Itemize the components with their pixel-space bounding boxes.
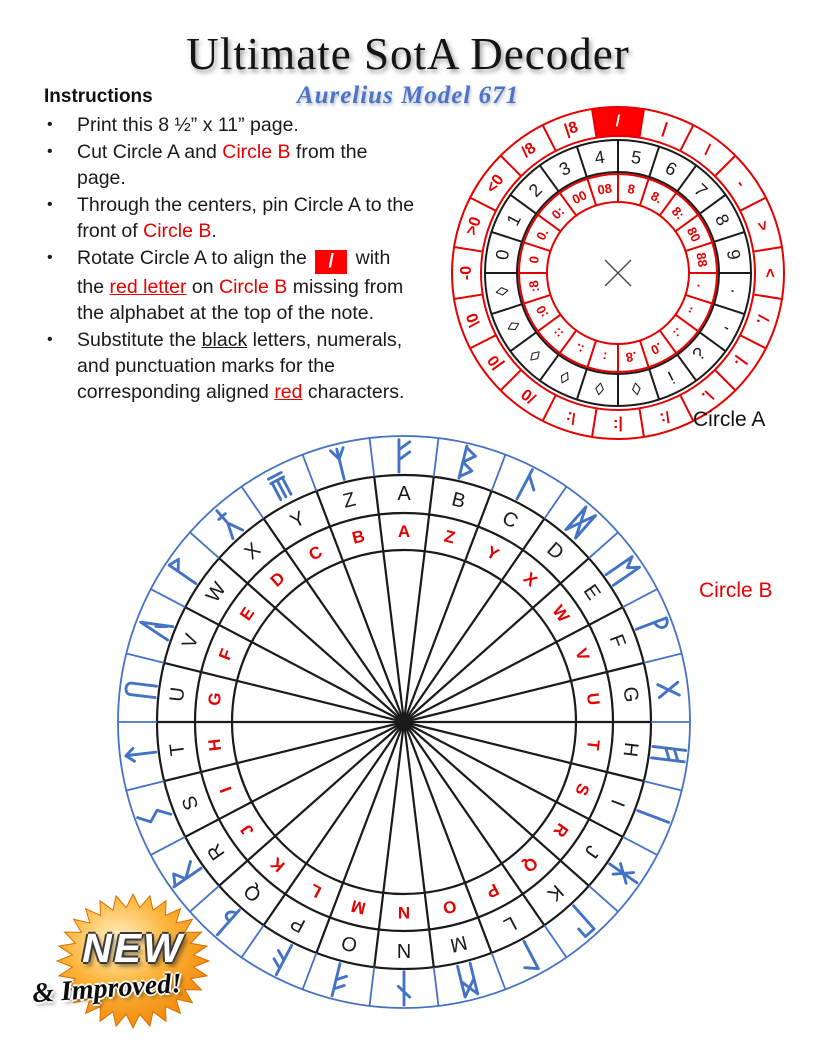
ring-character: ◊: [491, 285, 514, 298]
segment-divider: [715, 156, 736, 177]
ring-character: R: [549, 819, 573, 841]
rune-x-icon: [212, 506, 243, 538]
ring-character: T: [583, 738, 604, 752]
ring-character: E: [236, 603, 259, 624]
ring-character: I: [216, 783, 236, 796]
segment-divider: [592, 408, 597, 437]
ring-character: 88: [693, 251, 711, 269]
ring-character: 0: [491, 248, 514, 262]
segment-divider: [640, 179, 649, 206]
ring-character: |0: [484, 351, 507, 373]
ring-character: :: [601, 349, 609, 365]
text-segment: Print this 8 ½” x 11” page.: [77, 114, 299, 136]
ring-character: T: [166, 742, 190, 757]
rune-p-icon: [268, 941, 292, 975]
segment-divider: [501, 370, 522, 391]
ring-character: >: [752, 219, 772, 234]
ring-character: /:: [657, 407, 673, 427]
ring-character: F: [604, 631, 630, 651]
text-segment: Substitute the: [77, 329, 202, 351]
ring-character: X: [519, 568, 541, 591]
segment-divider: [644, 781, 682, 790]
ring-character: Y: [483, 542, 502, 565]
ring-character: 8:: [668, 203, 688, 223]
text-segment: black: [201, 329, 248, 351]
text-segment: Circle B: [219, 276, 288, 298]
ring-character: |:: [613, 416, 623, 433]
starburst-center: [396, 714, 412, 730]
ring-character: D: [542, 538, 568, 565]
ring-character: ¿: [689, 344, 712, 367]
segment-divider: [454, 294, 483, 299]
text-segment: Through the centers, pin Circle A to the front of: [77, 194, 415, 242]
circle-a-svg: [449, 104, 787, 442]
ring-character: .:: [669, 324, 687, 342]
ring-character: P: [483, 879, 502, 902]
ring-character: i: [664, 367, 678, 388]
segment-divider: [623, 589, 658, 607]
segment-divider: [577, 147, 587, 177]
ring-character: 6: [662, 157, 681, 180]
circle-a-label: Circle A: [693, 408, 766, 431]
segment-divider: [540, 355, 559, 381]
ring-character: /.: [752, 312, 772, 327]
instruction-bullet: [44, 327, 416, 405]
ring-character: 1: [502, 210, 525, 229]
rune-j-icon: [606, 859, 641, 888]
ring-character: O: [440, 896, 459, 918]
bullet-marker: •: [47, 196, 53, 213]
segment-divider: [740, 198, 766, 211]
bullet-marker: •: [47, 331, 53, 348]
ring-character: L: [499, 911, 520, 937]
segment-divider: [492, 232, 522, 242]
segment-divider: [510, 195, 536, 214]
segment-divider: [649, 147, 659, 177]
segment-divider: [303, 455, 317, 491]
instructions-heading: Instructions: [44, 86, 153, 107]
segment-divider: [501, 156, 522, 177]
segment-divider: [303, 953, 317, 989]
ring-character: S: [178, 792, 204, 813]
rune-d-icon: [566, 507, 596, 538]
segment-divider: [740, 335, 766, 348]
ring-character: <: [761, 268, 778, 278]
ring-character: A: [397, 483, 411, 505]
segment-divider: [370, 967, 375, 1006]
ring-character: A: [397, 522, 411, 541]
ring-character: 5: [629, 146, 643, 169]
ring-character: 4: [593, 146, 607, 169]
ring-character: E: [578, 580, 605, 605]
ring-character: ◊: [593, 377, 606, 400]
ring-character: U: [165, 686, 190, 704]
text-segment: with the: [77, 247, 391, 298]
bullet-marker: •: [47, 249, 53, 266]
bullet-text: [77, 245, 416, 326]
segment-divider: [126, 781, 164, 790]
ring-character: /0: [518, 384, 540, 407]
ring-character: ': [712, 320, 732, 333]
badge-new-text: NEW: [82, 925, 184, 971]
ring-character: B: [449, 488, 468, 513]
bullet-marker: •: [47, 116, 53, 133]
rune-w-icon: [169, 557, 201, 584]
ring-character: ·: [723, 286, 744, 296]
ring-character: K: [266, 853, 289, 876]
segment-divider: [587, 179, 596, 206]
ring-character: |.: [731, 353, 751, 371]
ring-character: 08: [596, 180, 614, 198]
ring-character: Z: [340, 488, 359, 513]
rune-r-icon: [167, 859, 201, 887]
rune-e-icon: [606, 557, 639, 586]
segment-divider: [126, 654, 164, 663]
segment-divider: [680, 395, 693, 421]
segment-divider: [151, 837, 186, 855]
segment-divider: [492, 304, 522, 314]
ring-character: P: [287, 911, 310, 937]
segment-divider: [544, 925, 566, 957]
segment-divider: [623, 837, 658, 855]
page-subtitle: Aurelius Model 671: [296, 82, 520, 109]
red-slash-chip: /: [315, 250, 347, 274]
ring-character: M: [349, 896, 368, 918]
text-segment: Rotate Circle A to align the: [77, 247, 313, 269]
ring-character: Y: [287, 507, 310, 533]
badge-improved-text: & Improved!: [31, 967, 184, 1010]
ring-character: ..: [685, 304, 703, 319]
segment-divider: [510, 332, 536, 351]
segment-divider: [753, 247, 782, 252]
ring-character: |8: [562, 118, 581, 140]
ring-character: .0: [648, 339, 665, 358]
ring-character: ◊: [525, 345, 546, 366]
text-segment: Circle B: [143, 220, 212, 242]
ring-character: 8: [626, 181, 637, 198]
ring-character: :.: [572, 340, 587, 358]
ring-character: L: [306, 879, 325, 902]
segment-divider: [700, 332, 726, 351]
segment-divider: [370, 438, 375, 477]
ring-character: ◊: [502, 317, 525, 335]
segment-divider: [434, 438, 439, 477]
ring-character: U: [582, 691, 604, 707]
segment-divider: [470, 198, 496, 211]
rune-c-icon: [517, 470, 542, 504]
ring-character: C: [498, 507, 522, 534]
ring-character: -0: [458, 265, 475, 281]
ring-character: Q: [519, 853, 542, 877]
rune-m-icon: [458, 963, 478, 997]
ring-character: V: [571, 645, 594, 664]
rune-h-icon: [651, 746, 685, 761]
ring-character: 7: [690, 179, 712, 201]
segment-divider: [700, 195, 726, 214]
ring-character: 8: [711, 210, 734, 229]
segment-divider: [540, 165, 559, 191]
segment-divider: [242, 487, 264, 519]
segment-divider: [753, 294, 782, 299]
rune-b-icon: [459, 446, 477, 481]
ring-character: :8: [525, 279, 543, 294]
ring-character: ::: [549, 324, 567, 342]
ring-character: S: [571, 780, 594, 799]
ring-character: |: [660, 120, 670, 138]
rune-l-icon: [514, 941, 539, 974]
rune-n-icon: [398, 972, 410, 1005]
ring-character: Q: [239, 879, 266, 907]
ring-character: \0: [463, 310, 485, 329]
segment-divider: [639, 408, 644, 437]
ring-character: 0:: [548, 203, 568, 223]
ring-character: 80: [683, 224, 704, 245]
ring-character: O: [339, 930, 360, 956]
segment-divider: [454, 247, 483, 252]
segment-divider: [649, 369, 659, 399]
ring-character: C: [305, 542, 326, 565]
rune-u-icon: [125, 683, 156, 698]
text-segment: characters.: [302, 381, 405, 403]
ring-character: W: [548, 601, 574, 626]
rune-t-icon: [125, 746, 157, 763]
segment-divider: [644, 654, 682, 663]
center-pin-icon: [605, 260, 631, 286]
bullet-text: [77, 327, 416, 405]
ring-character: 8.: [648, 188, 665, 207]
ring-character: <0: [483, 171, 508, 197]
segment-divider: [640, 341, 649, 368]
segment-divider: [190, 532, 219, 558]
segment-divider: [470, 335, 496, 348]
segment-divider: [434, 967, 439, 1006]
rune-v-icon: [138, 615, 173, 640]
ring-character: H: [618, 740, 643, 758]
bullet-marker: •: [47, 143, 53, 160]
text-segment: Cut Circle A and: [77, 141, 223, 163]
ring-character: 00: [569, 187, 590, 208]
ring-character: :0: [532, 303, 552, 321]
ring-character: ◊: [630, 377, 643, 400]
ring-character: N: [397, 903, 411, 922]
segment-divider: [242, 925, 264, 957]
ring-character: .: [694, 283, 710, 290]
ring-character: B: [350, 526, 367, 548]
ring-character: R: [203, 839, 230, 864]
ring-character: \:: [563, 407, 579, 427]
text-segment: on: [186, 276, 220, 298]
rune-a-icon: [399, 440, 410, 472]
segment-divider: [492, 455, 506, 491]
text-segment: red: [274, 381, 303, 403]
rune-s-icon: [138, 806, 171, 826]
instructions-list: [44, 112, 416, 405]
instruction-bullet: [44, 112, 416, 138]
segment-divider: [686, 242, 713, 251]
new-improved-badge: [30, 893, 240, 1043]
rune-o-icon: [332, 964, 349, 998]
ring-character: ◊: [556, 366, 574, 389]
segment-divider: [543, 395, 556, 421]
ring-character: \: [700, 142, 714, 159]
ring-character: \.: [698, 386, 716, 406]
ring-character: /: [615, 113, 621, 130]
text-segment: .: [211, 220, 217, 242]
segment-divider: [714, 232, 744, 242]
ring-character: 9: [722, 248, 745, 262]
instruction-bullet: [44, 139, 416, 191]
segment-divider: [589, 532, 618, 558]
text-segment: Circle B: [222, 141, 291, 163]
segment-divider: [714, 304, 744, 314]
ring-character: G: [204, 691, 226, 707]
ring-character: I: [605, 796, 629, 810]
bullet-text: [77, 192, 416, 244]
segment-divider: [715, 370, 736, 391]
segment-divider: [677, 355, 696, 381]
bullet-text: [77, 139, 416, 191]
segment-divider: [151, 589, 186, 607]
ring-character: N: [396, 939, 412, 961]
ring-character: /8: [518, 139, 540, 162]
instructions-section: [44, 86, 416, 406]
rune-g-icon: [658, 682, 680, 697]
ring-character: H: [204, 737, 226, 753]
rune-y-icon: [268, 472, 292, 500]
ring-character: F: [215, 646, 237, 663]
ring-character: 3: [555, 157, 574, 180]
ring-character: J: [236, 820, 258, 840]
ring-character: M: [447, 930, 470, 957]
circle-a-wheel: [449, 104, 787, 442]
segment-divider: [544, 487, 566, 519]
segment-divider: [524, 242, 551, 251]
rune-z-icon: [330, 448, 350, 481]
segment-divider: [686, 295, 713, 304]
ring-character: J: [579, 841, 604, 862]
ring-character: 2: [524, 179, 546, 201]
segment-divider: [589, 886, 618, 912]
segment-divider: [524, 295, 551, 304]
segment-divider: [587, 341, 596, 368]
bullet-text: [77, 112, 416, 138]
ring-character: 0.: [533, 226, 552, 243]
segment-divider: [492, 953, 506, 989]
ring-character: .8: [624, 348, 638, 366]
segment-divider: [677, 165, 696, 191]
page-title: Ultimate SotA Decoder: [186, 29, 630, 79]
rune-i-icon: [638, 811, 669, 823]
instruction-bullet: [44, 245, 416, 326]
segment-divider: [577, 369, 587, 399]
rune-k-icon: [565, 906, 594, 937]
text-segment: from the page.: [77, 141, 368, 189]
ring-character: G: [618, 685, 643, 704]
ring-character: K: [542, 880, 568, 906]
ring-character: X: [240, 538, 266, 564]
text-segment: red letter: [109, 276, 187, 298]
circle-b-label: Circle B: [699, 579, 773, 602]
ring-character: D: [266, 568, 289, 591]
ring-character: -: [732, 176, 750, 192]
text-segment: letters, numerals, and punctuation marks for the corresponding aligned: [77, 329, 403, 403]
ring-character: 0: [526, 254, 543, 265]
ring-character: >0: [463, 214, 485, 238]
ring-character: V: [178, 631, 204, 652]
segment-divider: [543, 125, 556, 151]
text-segment: missing from the alphabet at the top of the note.: [77, 276, 404, 324]
ring-character: W: [201, 578, 231, 607]
segment-divider: [680, 125, 693, 151]
instruction-bullet: [44, 192, 416, 244]
rune-f-icon: [636, 618, 669, 637]
ring-character: Z: [442, 526, 457, 548]
